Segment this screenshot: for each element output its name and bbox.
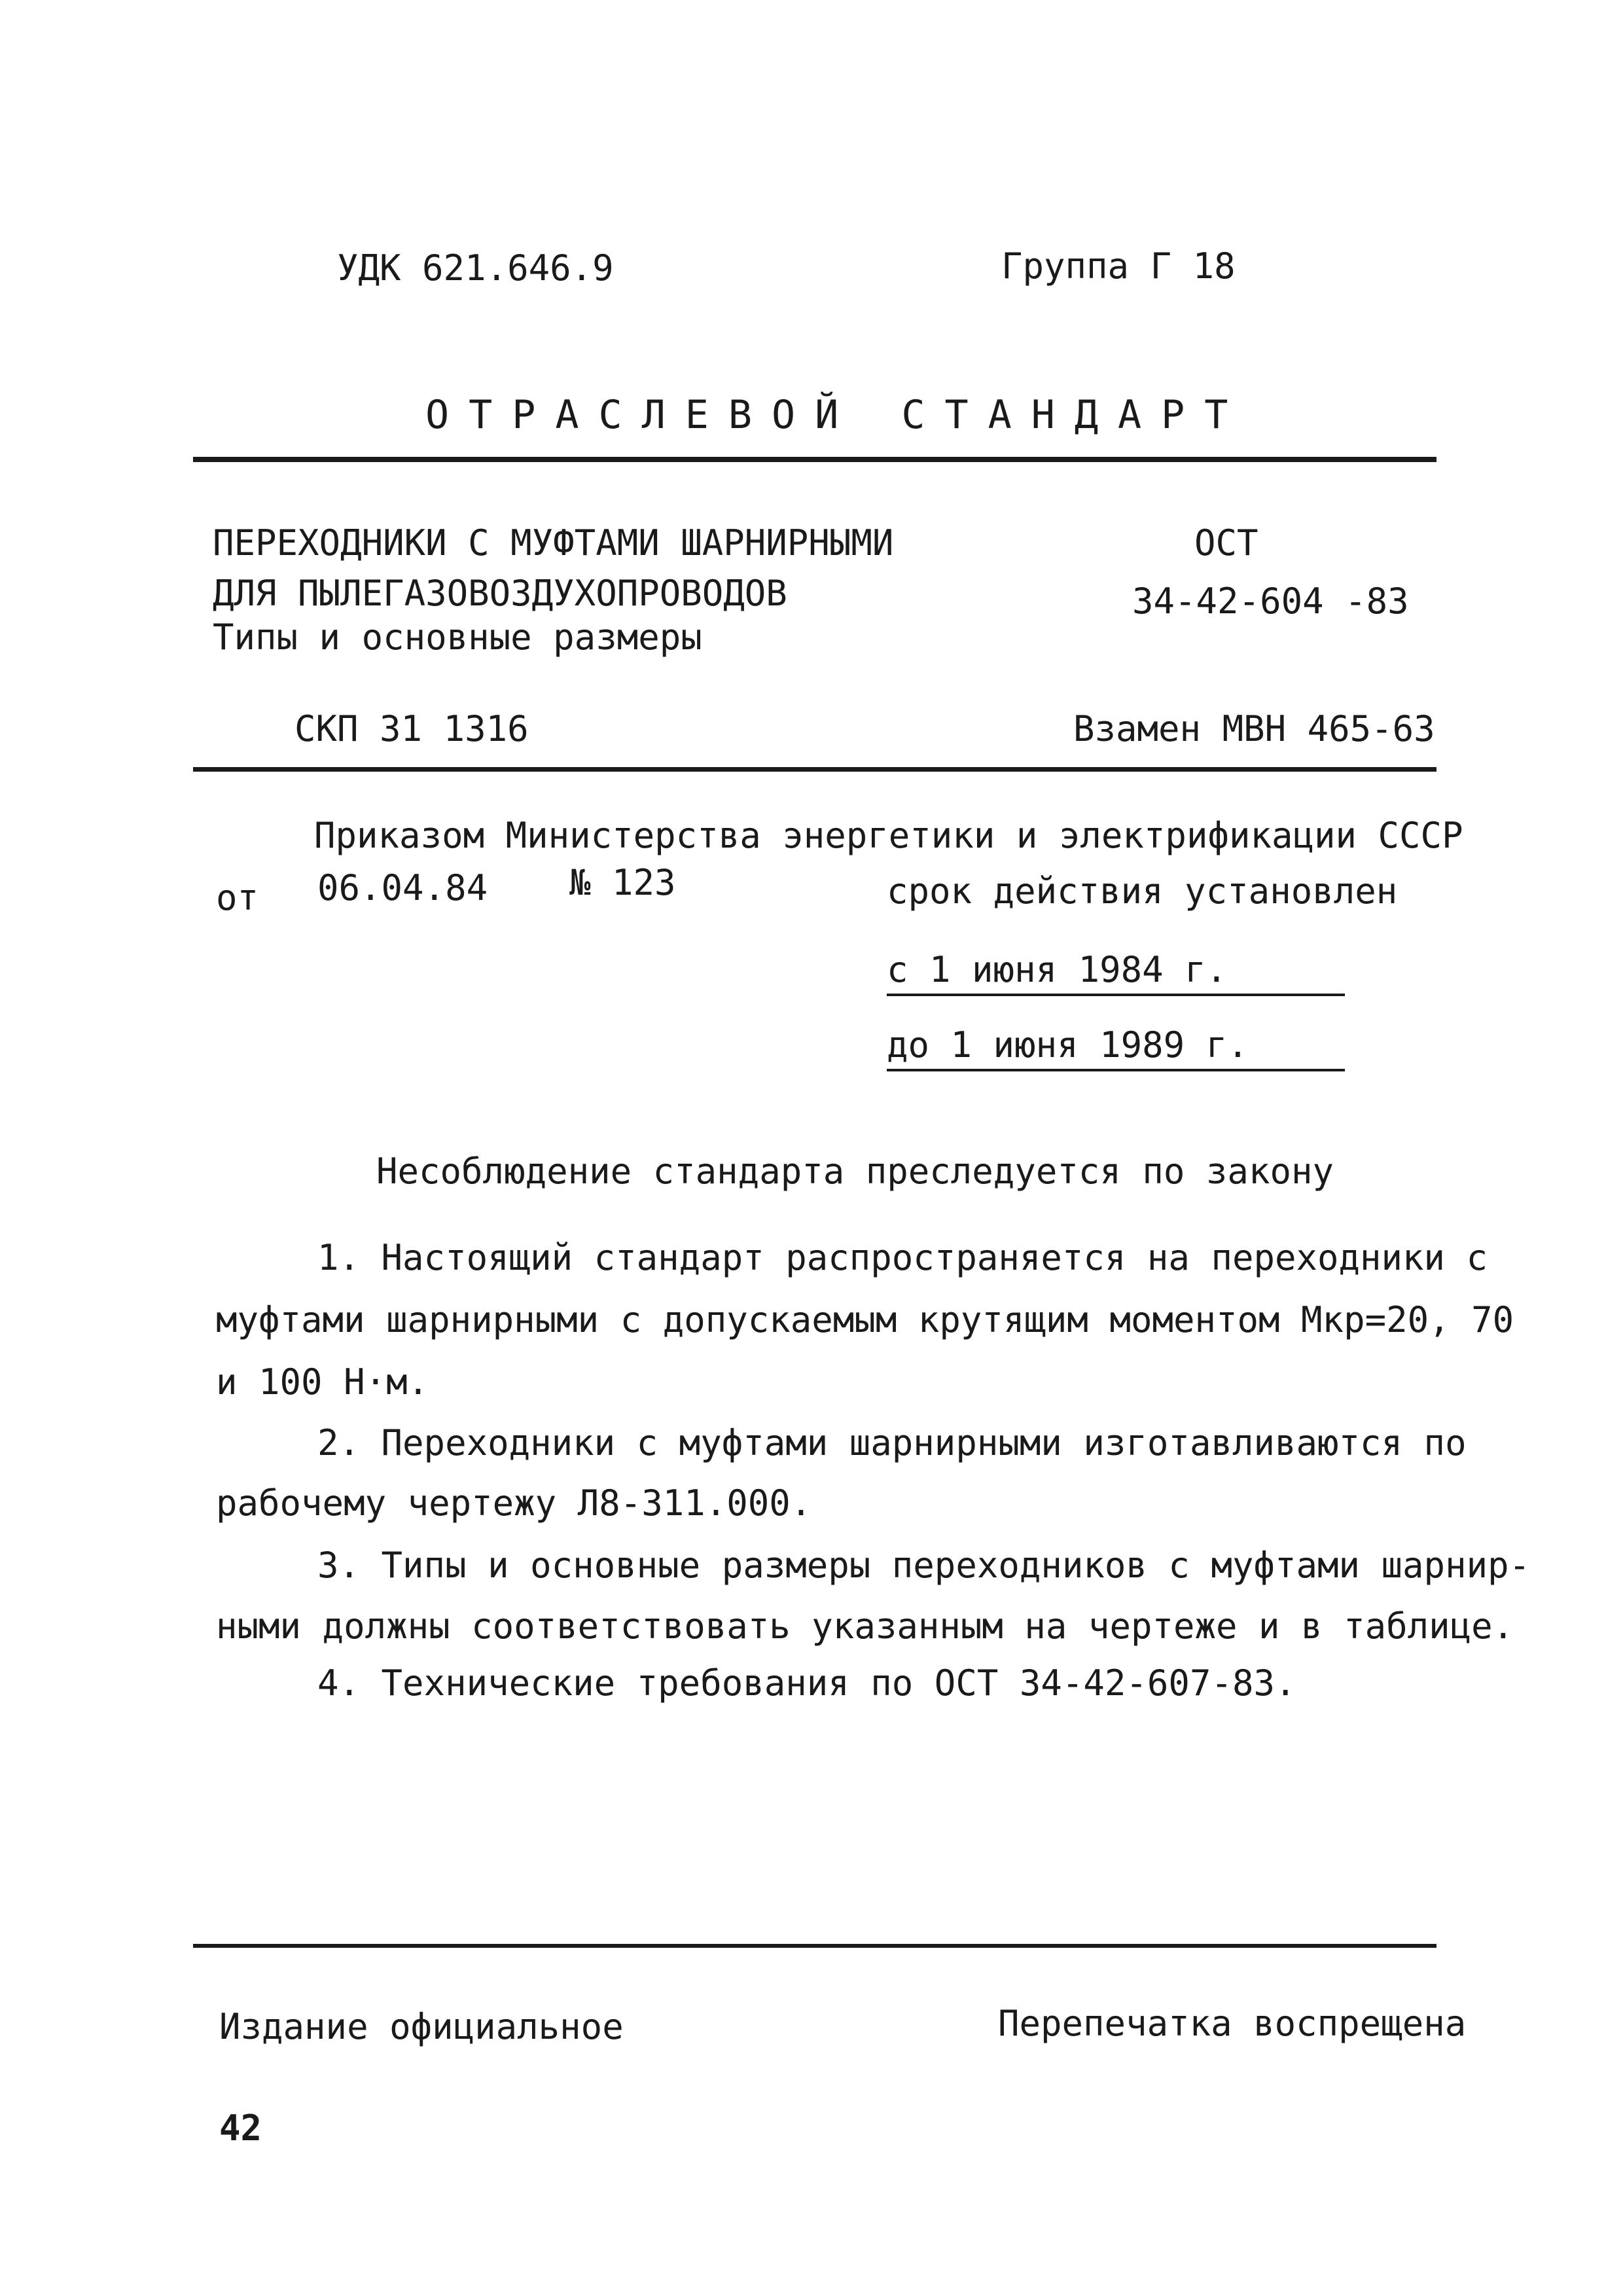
order-from-label: от (216, 877, 259, 918)
udc-code: УДК 621.646.9 (337, 247, 614, 289)
mid-rule (193, 767, 1436, 772)
paragraph-3-line-1: 3. Типы и основные размеры переходников с муфтами шарнир- (317, 1545, 1531, 1586)
replaces-note: Взамен МВН 465-63 (1073, 708, 1435, 749)
title-line-2: ДЛЯ ПЫЛЕГАЗОВОЗДУХОПРОВОДОВ (213, 573, 787, 614)
paragraph-4-line-1: 4. Технические требования по ОСТ 34-42-607-83. (317, 1662, 1296, 1704)
title-line-1: ПЕРЕХОДНИКИ С МУФТАМИ ШАРНИРНЫМИ (213, 522, 894, 564)
paragraph-1-line-3: и 100 Н·м. (216, 1361, 429, 1403)
paragraph-1-line-1: 1. Настоящий стандарт распространяется на переходники с (317, 1237, 1488, 1278)
order-date: 06.04.84 (317, 867, 488, 908)
edition-note: Издание официальное (219, 2006, 624, 2047)
valid-from-underline (887, 994, 1345, 996)
legal-notice: Несоблюдение стандарта преследуется по закону (376, 1151, 1334, 1192)
standard-code-number: 34-42-604 -83 (1132, 581, 1409, 622)
title-line-3: Типы и основные размеры (213, 617, 702, 658)
paragraph-2-line-1: 2. Переходники с муфтами шарнирными изготавливаются по (317, 1422, 1467, 1463)
valid-from-date: с 1 июня 1984 г. (887, 949, 1228, 990)
reprint-note: Перепечатка воспрещена (998, 2003, 1467, 2044)
skp-code: СКП 31 1316 (294, 708, 529, 749)
paragraph-1-line-2: муфтами шарнирными с допускаемым крутящим моментом Мкр=20, 70 (216, 1299, 1514, 1340)
validity-label: срок действия установлен (887, 870, 1398, 912)
footer-rule (193, 1944, 1436, 1948)
top-rule (193, 457, 1436, 462)
valid-to-date: до 1 июня 1989 г. (887, 1024, 1249, 1066)
paragraph-2-line-2: рабочему чертежу Л8-311.000. (216, 1482, 812, 1524)
group-code: Группа Г 18 (1001, 245, 1236, 287)
paragraph-3-line-2: ными должны соответствовать указанным на чертеже и в таблице. (216, 1605, 1514, 1647)
order-number: № 123 (569, 862, 676, 903)
standard-code-label: ОСТ (1194, 522, 1258, 564)
order-intro: Приказом Министерства энергетики и электрификации СССР (314, 815, 1463, 856)
valid-to-underline (887, 1069, 1345, 1071)
page-number: 42 (219, 2108, 262, 2149)
doc-type-heading: ОТРАСЛЕВОЙ СТАНДАРТ (425, 392, 1248, 438)
